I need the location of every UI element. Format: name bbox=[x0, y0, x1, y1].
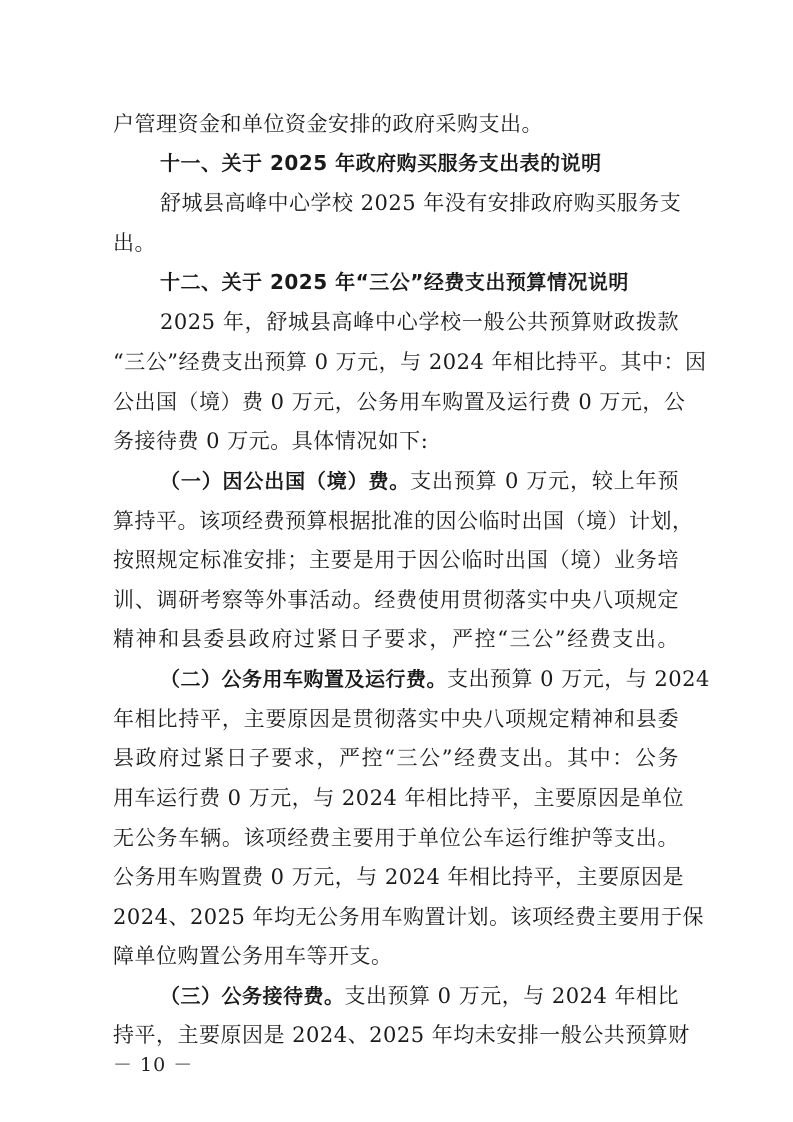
paragraph-line: 算持平。该项经费预算根据批准的因公临时出国（境）计划， bbox=[113, 509, 694, 533]
subsection-1-title: （一）因公出国（境）费。 bbox=[160, 469, 411, 493]
paragraph-line: 障单位购置公务用车等开支。 bbox=[113, 944, 393, 968]
paragraph-line: 精神和县委县政府过紧日子要求，严控“三公”经费支出。 bbox=[113, 627, 679, 651]
paragraph-line: 年相比持平，主要原因是贯彻落实中央八项规定精神和县委 bbox=[113, 707, 679, 731]
subsection-1-text: 支出预算 0 万元，较上年预 bbox=[410, 469, 679, 493]
subsection-3-title: （三）公务接待费。 bbox=[160, 984, 345, 1008]
section-heading-12: 十二、关于 2025 年“三公”经费支出预算情况说明 bbox=[160, 270, 629, 294]
paragraph-line: 无公务车辆。该项经费主要用于单位公车运行维护等支出。 bbox=[113, 826, 679, 850]
subsection-3-first-line bbox=[160, 976, 679, 1016]
subsection-1-first-line bbox=[160, 461, 679, 501]
section-heading-11: 十一、关于 2025 年政府购买服务支出表的说明 bbox=[160, 151, 602, 175]
paragraph-line: 出。 bbox=[113, 231, 156, 255]
paragraph-line: 县政府过紧日子要求，严控“三公”经费支出。其中：公务 bbox=[113, 746, 679, 770]
subsection-2-text: 支出预算 0 万元，与 2024 bbox=[447, 667, 710, 691]
paragraph-line: 按照规定标准安排；主要是用于因公临时出国（境）业务培 bbox=[113, 548, 679, 572]
page-number: － 10 － bbox=[113, 1054, 194, 1076]
paragraph-line: “三公”经费支出预算 0 万元，与 2024 年相比持平。其中：因 bbox=[113, 350, 707, 374]
paragraph-line: 2024、2025 年均无公务用车购置计划。该项经费主要用于保 bbox=[113, 905, 705, 929]
paragraph-line: 用车运行费 0 万元，与 2024 年相比持平，主要原因是单位 bbox=[113, 786, 685, 810]
paragraph-line: 2025 年，舒城县高峰中心学校一般公共预算财政拨款 bbox=[160, 310, 679, 334]
paragraph-line: 持平，主要原因是 2024、2025 年均未安排一般公共预算财 bbox=[113, 1023, 690, 1047]
subsection-2-title: （二）公务用车购置及运行费。 bbox=[160, 667, 447, 691]
paragraph-line: 务接待费 0 万元。具体情况如下: bbox=[113, 429, 429, 453]
paragraph-line: 公出国（境）费 0 万元，公务用车购置及运行费 0 万元，公 bbox=[113, 390, 686, 414]
paragraph-line: 训、调研考察等外事活动。经费使用贯彻落实中央八项规定 bbox=[113, 588, 679, 612]
paragraph-line: 舒城县高峰中心学校 2025 年没有安排政府购买服务支 bbox=[160, 191, 682, 215]
paragraph-line: 公务用车购置费 0 万元，与 2024 年相比持平，主要原因是 bbox=[113, 865, 685, 889]
paragraph-line: 户管理资金和单位资金安排的政府采购支出。 bbox=[113, 112, 543, 136]
subsection-2-first-line bbox=[160, 659, 710, 699]
subsection-3-text: 支出预算 0 万元，与 2024 年相比 bbox=[344, 984, 680, 1008]
